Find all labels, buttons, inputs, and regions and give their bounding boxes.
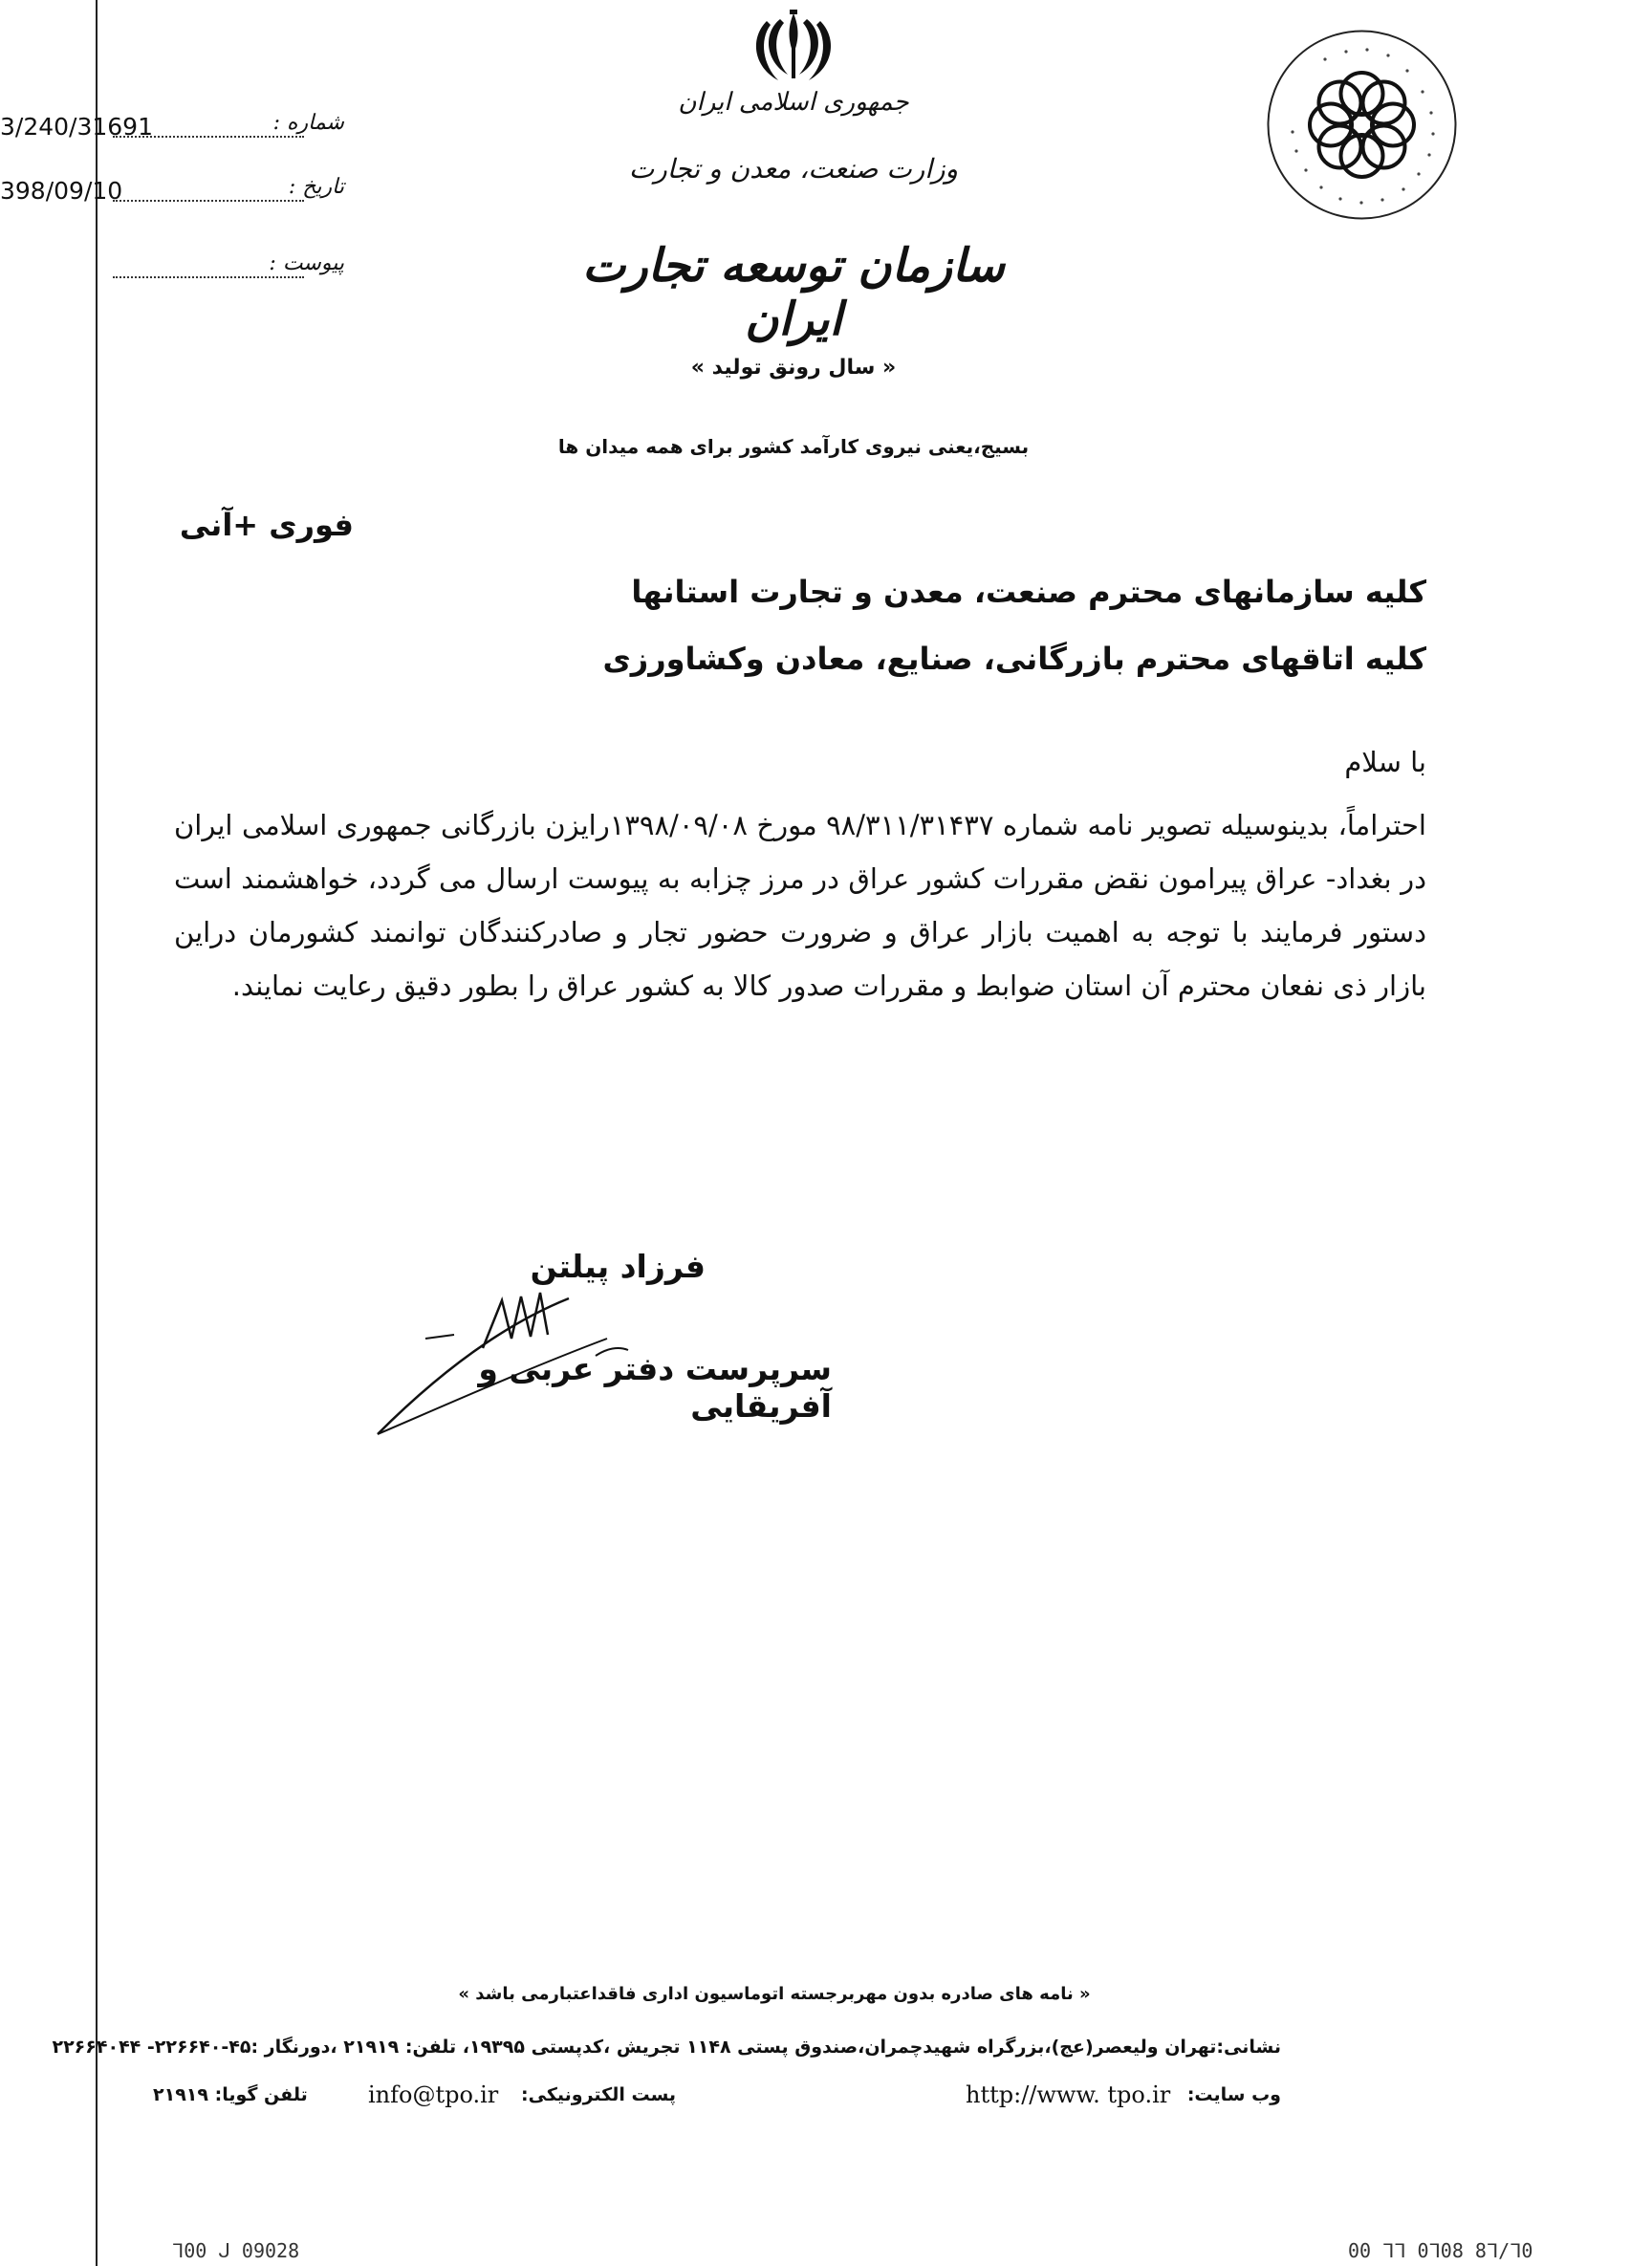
year-slogan: « سال رونق تولید » <box>690 356 897 380</box>
letter-date-row <box>0 177 344 215</box>
dotted-line <box>113 200 304 202</box>
website-label: وب سایت: <box>1186 2084 1281 2105</box>
organization-title: سازمان توسعه تجارت ایران <box>582 239 1005 346</box>
letter-attachment-row <box>0 253 344 292</box>
dotted-line <box>113 136 304 138</box>
letter-date-value: 398/09/10 <box>0 177 123 205</box>
recipient-line: کلیه سازمانهای محترم صنعت، معدن و تجارت استانها <box>631 574 1426 610</box>
letter-attachment-label: پیوست : <box>269 251 344 275</box>
greeting: با سلام <box>1344 746 1426 778</box>
basij-slogan: بسیج،یعنی نیروی کارآمد کشور برای همه میدان ها <box>557 435 1030 458</box>
urgency-label: فوری +آنی <box>179 507 354 543</box>
letter-number-value: 3/240/31691 <box>0 113 153 141</box>
email-label: پست الکترونیکی: <box>521 2084 677 2105</box>
margin-line <box>96 0 98 2266</box>
footer-address: نشانی:تهران ولیعصر(عج)،بزرگراه شهیدچمران،صندوق پستی ۱۱۴۸ تجریش ،کدپستی ۱۹۳۹۵، تلفن: ۲۱۹۱۹ ،دورنگار :۴۵-۲۲۶۶۴۰- ۲۲۶۶۴۰۴۴ <box>52 2037 1281 2058</box>
website-link[interactable]: http://www. tpo.ir <box>966 2081 1171 2108</box>
signer-name: فرزاد پیلتن <box>530 1248 706 1285</box>
letter-date-label: تاریخ : <box>288 175 344 199</box>
dotted-line <box>113 276 304 278</box>
letter-number-label: شماره : <box>272 111 344 135</box>
iran-emblem-icon <box>746 8 841 88</box>
email-link[interactable]: info@tpo.ir <box>368 2081 499 2108</box>
letter-body: احتراماً، بدینوسیله تصویر نامه شماره ۹۸/۳۱۱/۳۱۴۳۷ مورخ ۱۳۹۸/۰۹/۰۸رایزن بازرگانی جمهوری اسلامی ایران در بغداد- عراق پیرامون نقض مقررات کشور عراق در مرز چزابه به پیوست ارسال می گردد، خواهشمند است دستور فرمایند با توجه به اهمیت بازار عراق و ضرورت حضور تجار و صادرکنندگان توانمند کشورمان دراین بازار ذی نفعان محترم آن استان ضوابط و مقررات صدور کالا به کشور عراق را بطور دقیق رعایت نمایند. <box>174 809 1426 1002</box>
signer-title: سرپرست دفتر عربی و آفریقایی <box>478 1350 832 1425</box>
recipient-line: کلیه اتاقهای محترم بازرگانی، صنایع، معادن وکشاورزی <box>602 641 1426 677</box>
letter-number-row <box>0 113 344 151</box>
phone-info: تلفن گویا: ۲۱۹۱۹ <box>153 2084 308 2105</box>
fax-mark-left: ᒣ00 ᒍ 09028 <box>172 2239 300 2262</box>
fax-mark-right: 00 ᒣᒣ 0ᒣ08 8ᒣ/ᒣ0 <box>1348 2239 1533 2262</box>
footer-note: « نامه های صادره بدون مهربرجسته اتوماسیون اداری فاقداعتبارمی باشد » <box>458 1984 1091 2004</box>
tpo-logo <box>1264 27 1460 223</box>
republic-title: جمهوری اسلامی ایران <box>678 88 909 117</box>
ministry-title: وزارت صنعت، معدن و تجارت <box>628 153 959 185</box>
